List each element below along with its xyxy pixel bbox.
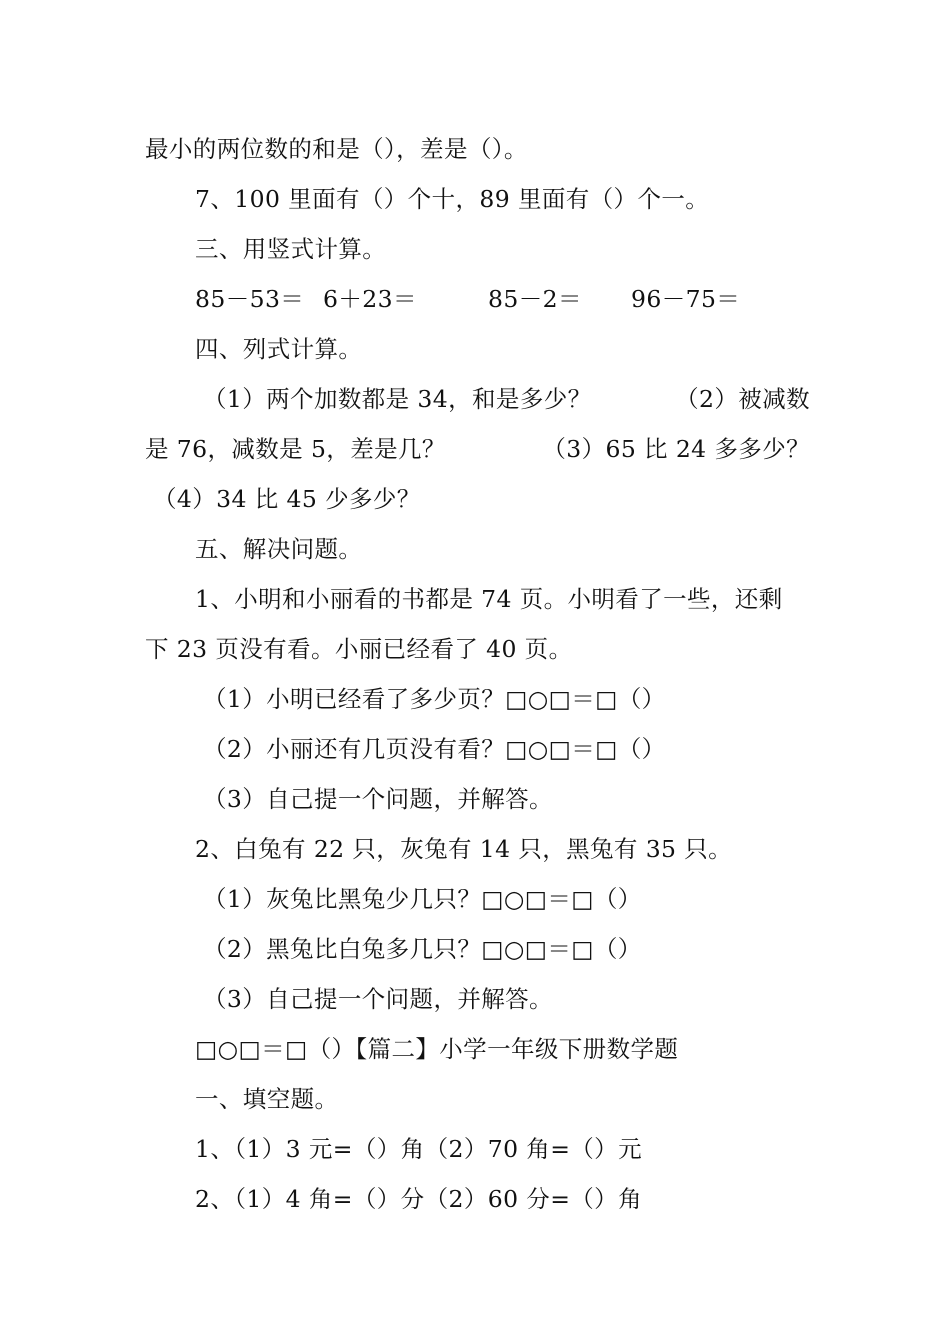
formula-question-line-2 <box>145 424 810 474</box>
problem-1-sub-3: （3）自己提一个问题，并解答。 <box>203 785 553 813</box>
problem-1-sub-2: （2）小丽还有几页没有看？□○□＝□（） <box>203 735 666 763</box>
formula-question-line-1 <box>145 374 810 424</box>
section-heading-5: 五、解决问题。 <box>195 535 363 563</box>
calc-item-1: 85－53＝ <box>195 285 305 313</box>
problem-2-sub-1: （1）灰兔比黑兔少几只？□○□＝□（） <box>203 885 642 913</box>
text-line: 最小的两位数的和是（），差是（）。 <box>145 135 528 163</box>
problem-1-text-b: 下 23 页没有看。小丽已经看了 40 页。 <box>145 635 573 663</box>
section-heading-4: 四、列式计算。 <box>195 335 363 363</box>
formula-question-2-start: （2）被减数 <box>675 385 810 413</box>
chapter-heading: □○□＝□（）【篇二】小学一年级下册数学题 <box>195 1035 679 1063</box>
calc-item-4: 96－75＝ <box>631 285 741 313</box>
calc-item-2: 6＋23＝ <box>323 285 417 313</box>
problem-2-sub-3: （3）自己提一个问题，并解答。 <box>203 985 553 1013</box>
vertical-calculation-row <box>145 274 810 324</box>
problem-2-sub-2: （2）黑兔比白兔多几只？□○□＝□（） <box>203 935 642 963</box>
problem-2-text: 2、白兔有 22 只，灰兔有 14 只，黑兔有 35 只。 <box>195 835 733 863</box>
formula-question-4: （4）34 比 45 少多少？ <box>153 485 421 513</box>
formula-question-3: （3）65 比 24 多多少？ <box>542 435 810 463</box>
problem-1-text-a: 1、小明和小丽看的书都是 74 页。小明看了一些，还剩 <box>195 585 783 613</box>
section-heading-fill: 一、填空题。 <box>195 1085 339 1113</box>
problem-1-sub-1: （1）小明已经看了多少页？□○□＝□（） <box>203 685 666 713</box>
calc-item-3: 85－2＝ <box>488 285 582 313</box>
formula-question-2-end: 是 76，减数是 5，差是几？ <box>145 435 446 463</box>
fill-question-2: 2、（1）4 角=（）分（2）60 分=（）角 <box>195 1185 642 1213</box>
formula-question-1: （1）两个加数都是 34，和是多少？ <box>203 385 592 413</box>
section-heading-3: 三、用竖式计算。 <box>195 235 387 263</box>
fill-question-1: 1、（1）3 元=（）角（2）70 角=（）元 <box>195 1135 642 1163</box>
question-7: 7、100 里面有（）个十，89 里面有（）个一。 <box>195 185 710 213</box>
document-body <box>145 124 810 1224</box>
